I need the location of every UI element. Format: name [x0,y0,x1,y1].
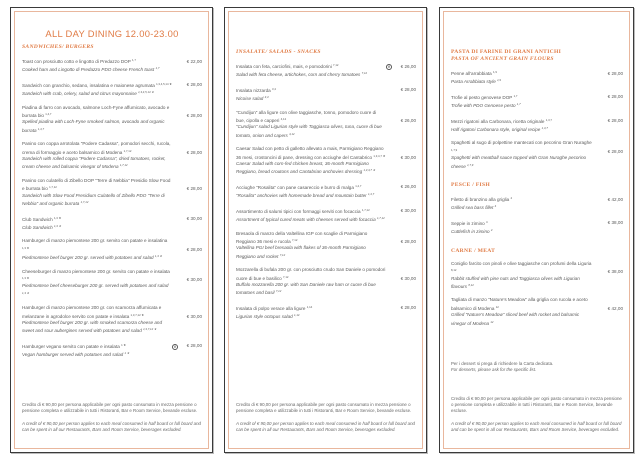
allergen-codes: 1,7 [131,58,136,62]
item-price: € 22,00 [186,58,202,64]
allergen-codes: 4,12 [280,117,287,122]
dessert-note-en: For desserts, please ask for the specific list. [451,366,537,372]
allergen-codes: 1,3,4,5,14 ★ [156,81,172,86]
credit-note [451,396,623,439]
credit-note-it: Credito di € 90,00 per persona applicabile per ogni pasto consumato in mezza pensione o pensione completa e utilizzabile in tutti i Ristoranti, Bar e Room Service, bevande escluse. [22,402,198,414]
item-name-it [236,267,386,282]
allergen-codes: 1,7,12 [361,207,370,212]
allergen-codes: 1,3,7,12 ★ [143,327,157,332]
allergen-codes: 1,3 ★ [53,223,62,228]
item-name-en-text: Sandwich with Slow Food Presidium Culatello of Zibello PDO "Terre di Nebbia" and organic burrata [22,192,165,207]
item-name-it [236,304,386,312]
item-name-en-text: Caesar Salad with corn-fed chicken breast, 36-month Parmigiano Reggiano, bread croutons and Cantabrian anchovies dressing [236,161,369,175]
item-name-en [451,203,593,211]
allergen-codes: 1,7 [155,66,160,71]
allergen-codes: 7,12 [333,63,339,67]
item-name-it [22,238,172,253]
item-name-en [22,350,172,358]
allergen-codes: 1 ★ [121,342,126,347]
menu-item [236,86,416,103]
menu-item [236,146,416,176]
credit-note-en: A credit of € 90,00 per person applies to each meal consumed in half board or full board and can be spent in all our Restaurants, Bars and Room Service, beverages excluded. [451,420,622,432]
item-name-it-text: Club Sandwich [22,216,53,222]
item-price: € 42,00 [607,196,623,202]
item-name-en [22,223,172,231]
menu-item [22,81,202,98]
allergen-codes: 1,4,7 [37,126,45,131]
item-name-it-text: Penne all'arrabbiata [451,71,492,76]
vegan-icon: V [387,64,391,69]
item-name-it-text: Panino con culatello di Zibello DOP "Terre di Nebbia" Presidio Slow Food e burrata bio [22,177,171,192]
item-price: € 28,00 [186,186,202,192]
item-name-it [22,141,172,156]
menu-item [236,304,416,321]
item-name-it [451,69,593,77]
allergen-codes: 1,3,7 [545,117,552,122]
allergen-codes: 1,7,9 [451,147,458,152]
item-name-en-text: Salad with feta cheese, artichokes, corn and cherry tomatoes [236,72,361,78]
allergen-codes: 3,4 [264,95,269,100]
item-name-en-text: Spelled piadina with Loch-Fyne smoked salmon, avocado and organic burrata [22,119,165,133]
item-name-it-text: Insalata con feta, carciofini, mais, e pomodorini [236,64,332,69]
item-name-en-text: Spaghetti with meatball sauce topped with Gran Nuraghe pecorino cheese [451,155,587,169]
item-name-it-text: Mezzi rigatoni alla Carbonara, ricetta originale [451,118,545,124]
item-name-en [236,215,386,223]
item-name-it [451,261,593,276]
item-name-en [451,227,593,235]
allergen-codes: 4 [510,196,513,201]
item-price: € 28,00 [400,305,416,311]
item-name-en [22,89,172,97]
menu-item [22,269,202,299]
dessert-note [451,361,623,373]
item-price: € 28,00 [607,94,623,100]
allergen-codes: 1,3 ★ [22,290,30,295]
item-price: € 28,00 [607,149,623,155]
item-name-it-text: Piadina di farro con avocado, salmone Loch-Fyne affumicato, avocado e burrata bio [22,104,170,119]
item-name-it-text: Assortimento di salumi tipici con formaggi serviti con focaccia [236,208,361,214]
item-name-en [236,282,386,297]
item-name-it [22,215,172,223]
item-name-en-text: Rabbit stuffed with pine nuts and Taggiasca olives with Ligurian flavours [451,275,580,289]
item-name-it [22,269,172,284]
item-name-en-text: Assortment of typical cured meats with cheeses served with focaccia [236,217,376,223]
credit-note-en: A credit of € 90,00 per person applies to each meal consumed in half board or full board and can be spent in all our Restaurants, Bars and Room Service, beverages excluded. [236,420,415,432]
item-name-en-text: Ligurian style octopus salad [236,314,293,320]
item-price: € 26,00 [400,118,416,124]
item-name-it-text: Hamburger di manzo piemontese 200 gr. con scamorza affumicata e melanzane in agrodolce servito con patate e insalata [22,305,162,319]
item-name-en-text: Grilled sea bass fillet [451,205,494,211]
item-name-en [451,312,593,327]
menu-item [451,261,623,291]
allergen-codes: 12 [495,304,499,309]
allergen-codes: 1,3,4,7 ★ [363,168,376,173]
item-name-it [451,219,593,227]
allergen-codes: 1,3,7,12 ★ [130,312,144,317]
menu-item [236,207,416,224]
allergen-codes: 1,7,9 [467,162,474,167]
item-name-en [236,245,386,260]
allergen-codes: 4 [486,219,488,224]
item-name-en-text: Club Sandwich [22,224,53,230]
allergen-codes: 1,7 [513,93,518,98]
item-price: € 28,00 [186,246,202,252]
item-price: € 42,00 [607,305,623,311]
allergen-codes: 1,7,12 [376,216,385,221]
item-name-en-text: Piedmontese beef cheeseburger 200 gr. served with potatoes and salad [22,283,169,289]
menu-item [236,231,416,261]
allergen-codes: 1,4,7 [45,112,52,117]
item-name-it-text: Bresaola di manzo della Valtellina IGP con scaglie di Parmigiano Reggiano 36 mesi e rucola [236,230,368,244]
section-title-sandwiches: SANDWICHES/ BURGERS [22,44,94,50]
item-name-it [451,117,593,125]
item-name-it-text: Acciughe "Rosalita" con pane casareccio e burro di malga [236,184,354,190]
item-name-it-text: Panino con coppa arrotolata "Podere Cadassa", pomodori secchi, rucola, crema di formaggio e aceto balsamico di Modena [22,141,171,155]
allergen-codes: 12 [490,319,494,324]
section-title-salads: INSALATE/ SALADS - SNACKS [236,49,321,55]
item-name-en [451,155,593,170]
allergen-codes: 7,12 [291,237,298,242]
item-name-en [236,70,386,78]
item-name-en-text: Piedmontese beef burger 200 gr. served with potatoes and salad [22,255,154,261]
item-name-it-text: Trofie al pesto genovese DOP [451,94,513,100]
item-name-it-text: Filetto di branzino alla griglia [451,197,510,203]
item-name-en [22,119,172,134]
item-name-en-text: "Cundijun" salad Ligurian style with Taggiasca olives, tuna, cuore di bue tomato, onion and capers [236,124,382,138]
item-name-en [451,77,593,85]
allergen-codes: 7,12 [279,252,286,257]
menu-item [451,219,623,236]
allergen-codes: 1,7,12 [80,200,89,205]
item-name-it-text: Caesar Salad con petto di galletto allevato a mais, Parmigiano Reggiano 36 mesi, crostoncini di pane, dressing con acciughe del Cantabrico [236,146,384,160]
allergen-codes: 7,12 [361,71,368,76]
credit-note-it: Credito di € 90,00 per persona applicabile per ogni pasto consumato in mezza pensione o pensione completa e utilizzabile in tutti i Ristoranti, Bar e Room Service, bevande escluse. [236,402,412,414]
item-name-it-text: Hamburger vegano servito con patate e insalata [22,343,120,349]
item-name-en [22,283,172,298]
item-name-en [451,125,593,133]
credit-note [22,402,202,439]
item-price: € 28,00 [186,113,202,119]
allergen-codes: 1,7,12 [49,185,57,190]
item-name-en [451,276,593,291]
item-name-it [22,81,172,89]
item-price: € 38,00 [607,220,623,226]
credit-note-en: A credit of € 90,00 per person applies to each meal consumed in half board or full board and can be spent in all our Restaurants, Bars and Room Service, beverages excluded. [22,420,201,432]
vegan-icon: V [173,344,177,349]
menu-item [451,195,623,212]
item-name-en-text: Trofie with PDO Genoese pesto [451,103,516,109]
item-name-it-text: Insalata di polpo verace alla ligure [236,305,306,311]
page-frame [228,11,423,449]
allergen-codes: 1,7,12 [119,163,128,168]
item-name-it-text: Spaghetti al sugo di polpettine mantecati con pecorino Gran Nuraghe [451,140,592,146]
item-name-it-text: "Cundijun" alla ligure con olive taggiasche, tonno, pomodoro cuore di bue, cipolla e capperi [236,109,377,124]
item-name-en-text: Half rigatoni Carbonara style, original recipe [451,127,541,133]
allergen-codes: 1 ★ [124,351,130,356]
item-price: € 28,00 [400,239,416,245]
item-price: € 30,00 [400,275,416,281]
item-price: € 30,00 [400,154,416,160]
item-name-it-text: Toast con prosciutto cotto e lingotto di Predazzo DOP [22,59,131,64]
menu-item [22,141,202,171]
menu-item-list-meat [451,261,623,327]
allergen-codes: 4,12 [289,131,295,136]
item-price: € 30,00 [186,277,202,283]
allergen-codes: 1,3 ★ [22,245,30,250]
item-name-en-text: Cuttlefish in zimino [451,229,490,235]
item-name-en-text: Vegan hamburger served with potatoes and salad [22,352,124,358]
menu-item [236,62,416,79]
allergen-codes: 1,9 [493,70,497,74]
allergen-codes: 1,3 ★ [53,215,62,220]
item-name-it [451,93,593,101]
item-name-en-text: Nicoise salad [236,96,264,102]
menu-item [22,305,202,335]
allergen-codes: 1,3 ★ [22,275,30,280]
allergen-codes: 1,14 [293,313,300,318]
item-price: € 38,00 [607,269,623,275]
allergen-codes: 1,3,7 [541,126,548,131]
menu-item [22,238,202,261]
item-name-en-text: Piedmontese beef burger 200 gr. with smoked scamorza cheese and sweet and sour aubergines served with potatoes and salad [22,319,163,334]
allergen-codes: 7,12 [283,274,289,279]
item-name-en [22,65,172,73]
menu-item [22,215,202,232]
menu-item [451,140,623,170]
item-name-it-text: Mozzarella di bufala 200 gr. con prosciutto crudo San Daniele o pomodori cuore di bue e basilico [236,267,386,281]
item-name-en [451,101,593,109]
menu-page-salads [224,7,427,453]
item-name-en [236,191,386,199]
allergen-codes: 1,3,4,7 ★ [373,153,386,158]
section-title-fish: PESCE / FISH [451,182,491,189]
item-name-en-text: Sandwich with crab, celery, salad and citrus mayonnaise [22,91,137,97]
item-name-it [451,195,593,203]
allergen-codes: 8,12 [451,268,457,273]
section-title-pasta: PASTA DI FARINE DI GRANI ANTICHI PASTA OF ANCIENT GRAIN FLOURS [451,49,562,62]
page-frame [443,11,630,449]
item-name-en [22,156,172,171]
menu-item [451,69,623,86]
menu-item-list-pasta [451,69,623,170]
item-name-en [236,161,386,176]
menu-item [236,110,416,140]
item-name-it [22,105,172,120]
menu-item [22,178,202,208]
dessert-note-it: Per i dessert si prega di richiedere la Carta dedicata. [451,360,554,366]
credit-note-it: Credito di € 90,00 per persona applicabile per ogni pasto consumato in mezza pensione o pensione completa e utilizzabile in tutti i Ristoranti, Bar e Room Service, bevande escluse. [451,395,622,414]
item-name-it [236,62,386,70]
menu-item [22,342,202,359]
item-price: € 30,00 [186,313,202,319]
item-name-it [236,146,386,161]
item-name-it-text: Coniglio farcito con pinoli e olive taggiasche con profumi della Liguria [451,260,592,266]
item-name-it [236,110,386,125]
item-name-it-text: Cheeseburger di manzo piemontese 200 gr. servito con patate e insalata [22,268,170,274]
menu-item [451,117,623,134]
item-name-en-text: "Rosalita" anchovies with homemade bread and mountain butter [236,193,367,199]
item-name-it-text: Insalata nizzarda [236,87,271,93]
section-title-meat: CARNE / MEAT [451,247,496,254]
item-price: € 26,00 [400,184,416,190]
item-price: € 30,00 [400,208,416,214]
item-name-it [236,207,386,215]
menu-item-list [22,57,202,359]
item-name-it [22,342,172,350]
item-name-it [22,305,172,320]
item-price: € 28,00 [186,82,202,88]
item-name-en-text: Buffalo mozzarella 200 gr. with San Daniele raw ham or cuore di bue tomatoes and basil [236,281,376,296]
allergen-codes: 1,3 ★ [154,254,163,259]
item-name-it [22,178,172,193]
allergen-codes: 8,12 [468,282,474,287]
allergen-codes: 1,4,7 [355,183,362,188]
credit-note [236,402,416,439]
item-name-it [236,183,386,191]
allergen-codes: 1,14 [306,304,313,309]
menu-item [22,57,202,74]
item-price: € 26,00 [400,63,416,69]
menu-item [236,267,416,297]
item-name-it [236,231,386,246]
item-name-en [236,312,386,320]
allergen-codes: 1,9 [497,78,501,83]
item-name-it [22,57,172,65]
item-name-en [236,124,386,139]
item-price: € 28,00 [186,149,202,155]
item-name-en-text: Valtellina PGI beef bresaola with flakes of 36-month Parmigiano Reggiano and rocket [236,245,366,259]
page-title: ALL DAY DINING 12.00-23.00 [45,28,179,39]
item-name-en [22,253,172,261]
allergen-codes: 4 [490,228,493,233]
allergen-codes: 7,12 [275,289,282,294]
item-name-en-text: Sandwich with rolled coppa "Podere Cadassa", dried tomatoes, rocket, cream cheese and balsamic vinegar of Modena [22,156,166,170]
item-name-en [236,94,386,102]
menu-page-pasta-fish-meat [439,7,634,453]
page-frame [14,11,209,449]
item-price: € 28,00 [607,118,623,124]
item-name-en-text: Grilled "Nature's Meadow" sliced beef with rocket and balsamic vinegar of Modena [451,312,580,326]
menu-page-sandwiches [10,7,213,453]
item-name-it-text: Sandwich con granchio, sedano, insalatina e maionese agrumata [22,82,155,88]
allergen-codes: 3,4 [272,86,276,91]
item-name-it-text: Seppie in zimino [451,220,485,226]
menu-item-list [236,62,416,321]
item-price: € 28,00 [186,343,202,349]
menu-item [451,93,623,110]
item-name-it-text: Tagliata di manzo "Nature's Meadow" alla griglia con rucola e aceto balsamico di Modena [451,297,588,311]
item-name-en [22,320,172,335]
item-price: € 28,00 [607,70,623,76]
item-price: € 30,00 [186,216,202,222]
item-price: € 28,00 [400,87,416,93]
menu-item [236,183,416,200]
allergen-codes: 1,7 [516,102,521,107]
allergen-codes: 1,4,7 [367,192,375,197]
item-name-en-text: Pasta Arrabbiata style [451,79,496,85]
item-name-it [451,297,593,312]
item-name-it-text: Hamburger di manzo piemontese 200 gr. servito con patate e insalatina [22,238,168,244]
item-name-it [236,86,386,94]
menu-item-list-fish [451,195,623,236]
item-name-it [451,140,593,155]
menu-item [22,105,202,135]
allergen-codes: 1,3,4,5,14 ★ [138,90,154,95]
allergen-codes: 1,7,12 [123,148,132,153]
menu-item [451,297,623,327]
allergen-codes: 4 [494,204,497,209]
item-name-en [22,193,172,208]
item-name-en-text: Cooked ham and Lingotto di Predazzo PDO cheese French toast [22,67,155,73]
